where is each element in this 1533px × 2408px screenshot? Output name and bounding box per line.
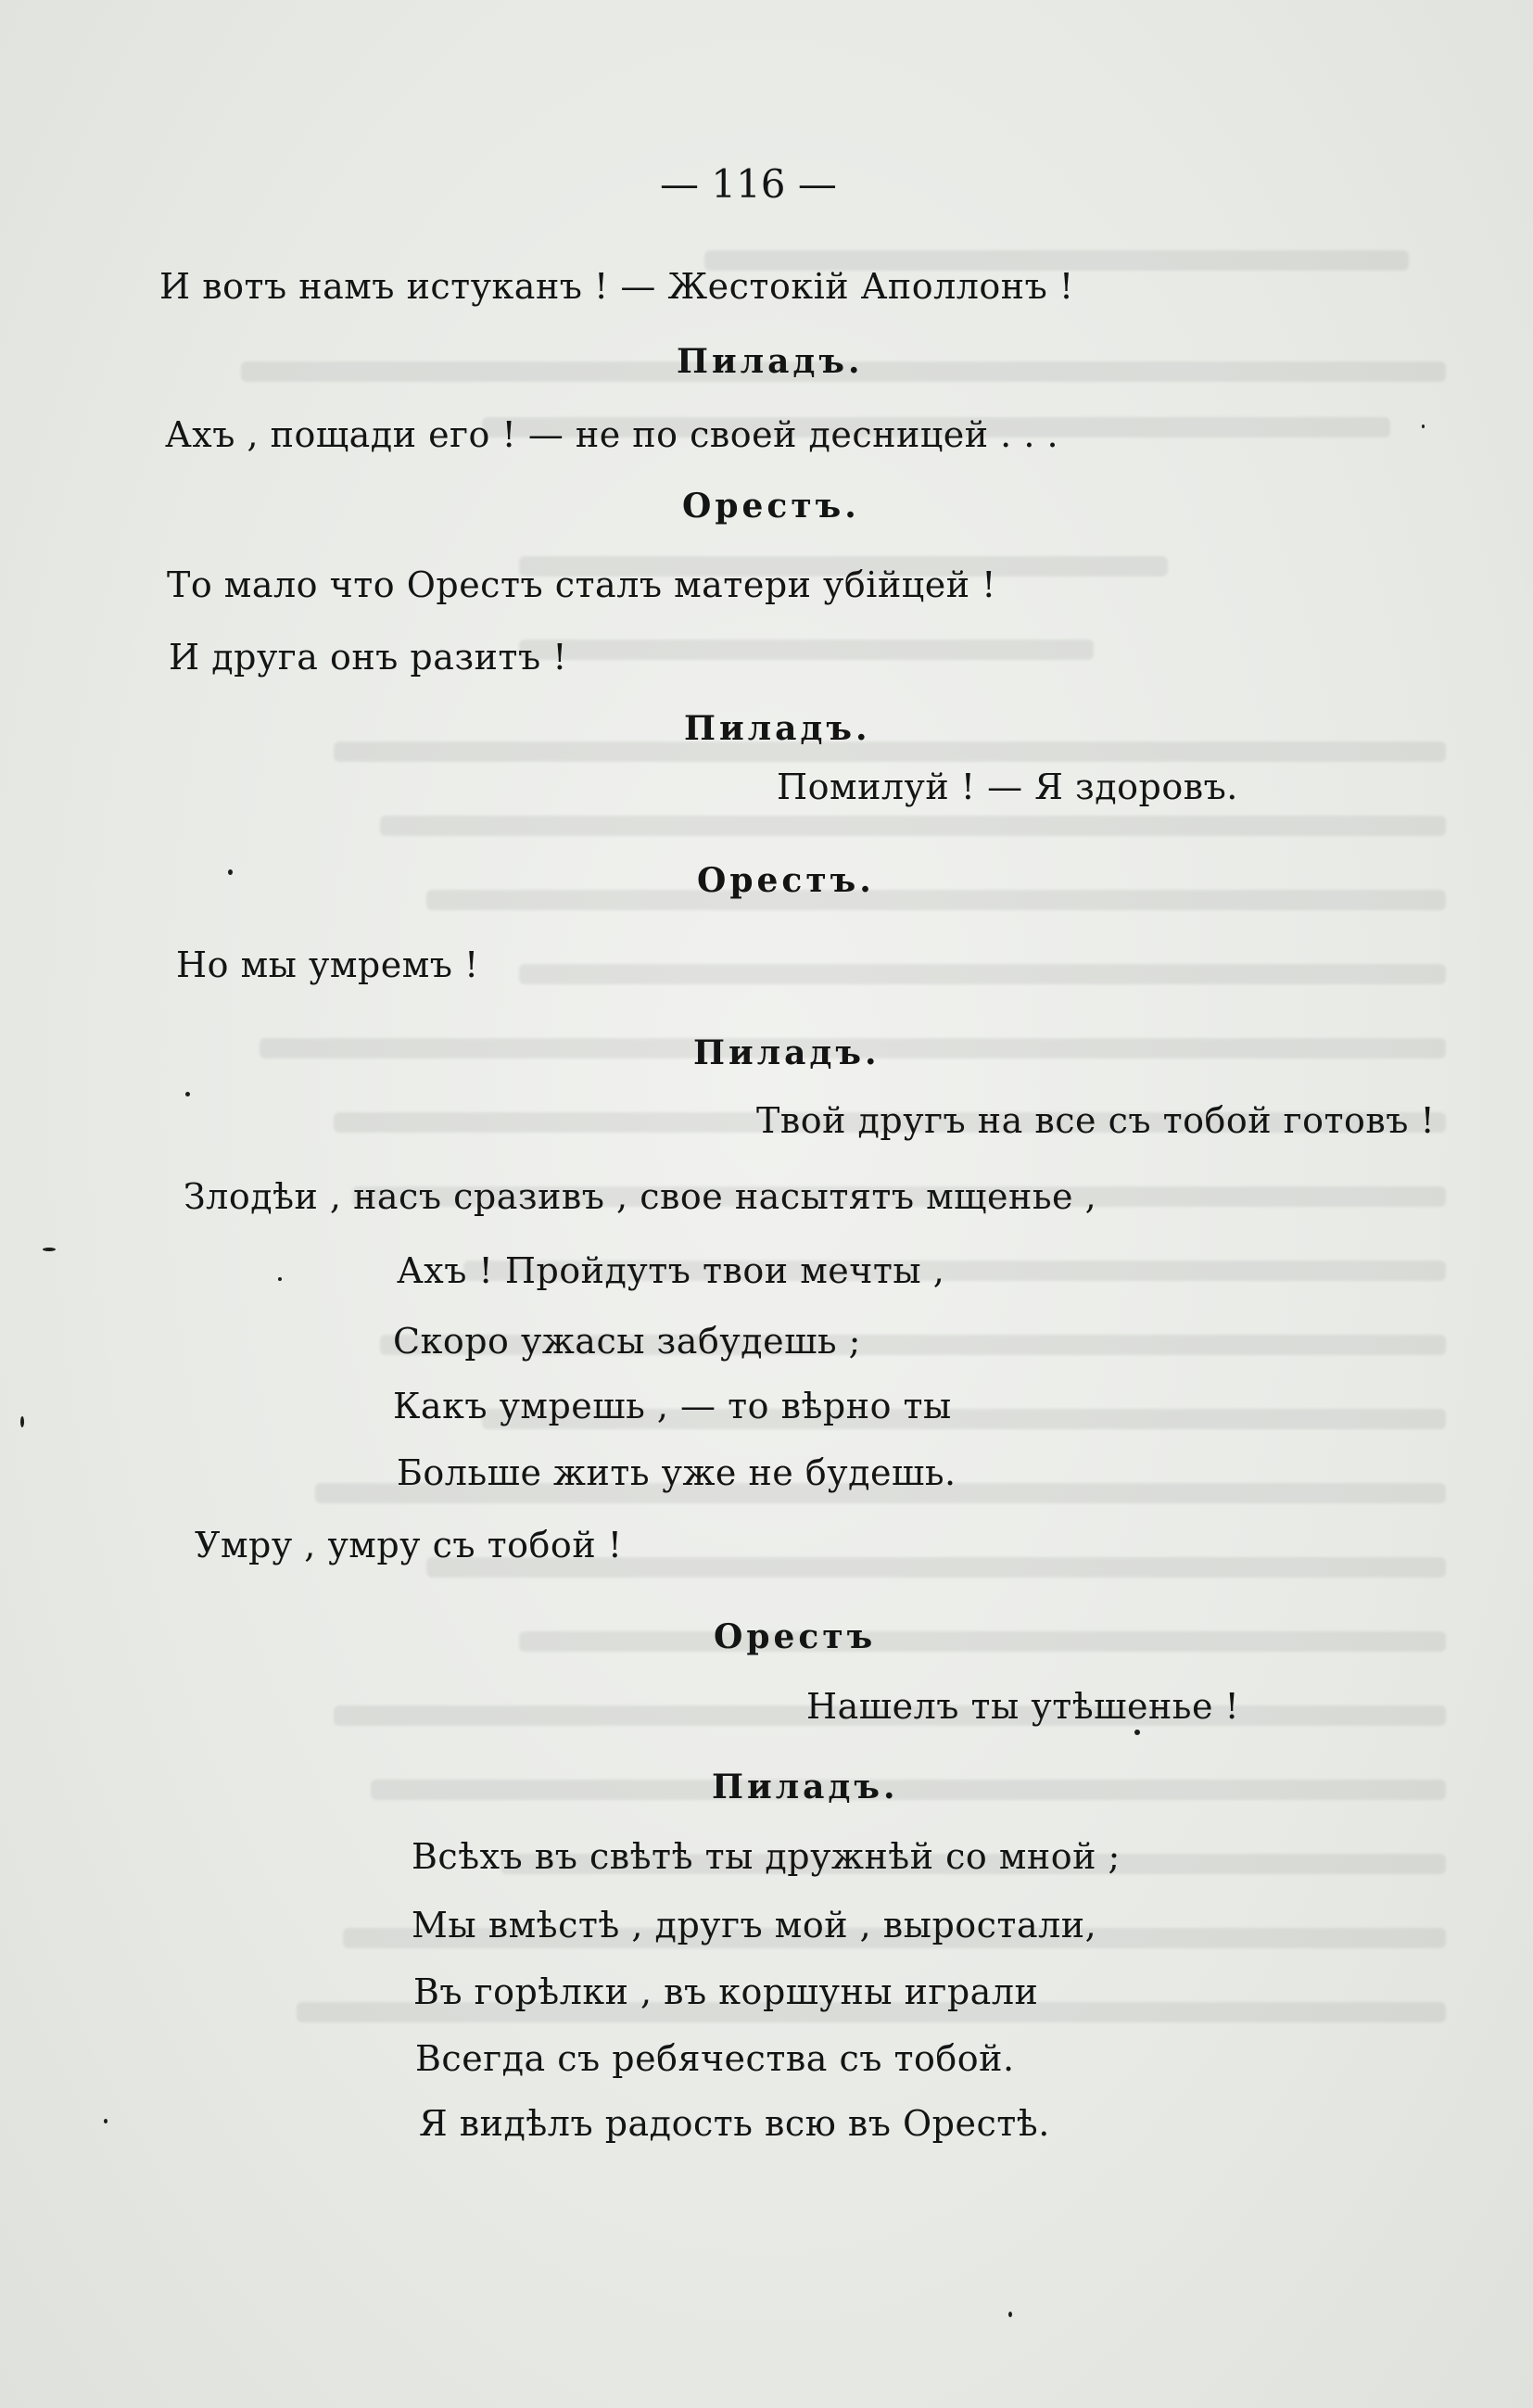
verse-line: Всегда съ ребячества съ тобой. bbox=[415, 2038, 1015, 2079]
verse-line: Злодѣи , насъ сразивъ , свое насытятъ мщенье , bbox=[184, 1176, 1097, 1217]
speaker-label: Пиладъ. bbox=[677, 342, 864, 381]
ink-speck bbox=[20, 1416, 24, 1427]
ink-speck bbox=[104, 2119, 108, 2123]
verse-line: Скоро ужасы забудешь ; bbox=[393, 1321, 861, 1362]
verse-line: Ахъ , пощади его ! — не по своей десницей . . . bbox=[165, 414, 1059, 455]
verse-line: Всѣхъ въ свѣтѣ ты дружнѣй со мной ; bbox=[412, 1836, 1121, 1877]
speaker-label: Пиладъ. bbox=[712, 1768, 899, 1806]
ink-speck bbox=[43, 1248, 56, 1251]
verse-line: Но мы умремъ ! bbox=[176, 944, 479, 985]
speaker-label: Орестъ bbox=[714, 1617, 877, 1656]
speaker-label: Пиладъ. bbox=[684, 709, 871, 748]
ink-speck bbox=[228, 869, 233, 875]
ink-speck bbox=[1134, 1730, 1140, 1735]
verse-line: И вотъ намъ истуканъ ! — Жестокій Аполлонъ ! bbox=[159, 266, 1074, 307]
speaker-label: Орестъ. bbox=[697, 861, 875, 900]
verse-line: Твой другъ на все съ тобой готовъ ! bbox=[756, 1100, 1436, 1141]
verse-line: Въ горѣлки , въ коршуны играли bbox=[413, 1971, 1039, 2012]
speaker-label: Пиладъ. bbox=[693, 1033, 881, 1072]
ink-speck bbox=[1422, 425, 1425, 428]
verse-line: Ахъ ! Пройдутъ твои мечты , bbox=[397, 1250, 945, 1291]
ink-speck bbox=[185, 1092, 190, 1096]
speaker-label: Орестъ. bbox=[682, 487, 860, 526]
page-number: — 116 — bbox=[660, 161, 837, 207]
ink-speck bbox=[278, 1277, 282, 1281]
verse-line: И друга онъ разитъ ! bbox=[169, 637, 567, 678]
ink-speck bbox=[1008, 2312, 1012, 2317]
verse-line: Больше жить уже не будешь. bbox=[397, 1452, 957, 1493]
verse-line: Умру , умру съ тобой ! bbox=[195, 1525, 623, 1565]
verse-line: То мало что Орестъ сталъ матери убійцей ! bbox=[167, 564, 996, 605]
verse-line: Какъ умрешь , — то вѣрно ты bbox=[393, 1386, 952, 1426]
verse-line: Мы вмѣстѣ , другъ мой , выростали, bbox=[412, 1905, 1097, 1945]
verse-line: Нашелъ ты утѣшенье ! bbox=[806, 1686, 1240, 1727]
verse-line: Я видѣлъ радость всю въ Орестѣ. bbox=[419, 2103, 1050, 2144]
verse-line: Помилуй ! — Я здоровъ. bbox=[777, 767, 1238, 807]
